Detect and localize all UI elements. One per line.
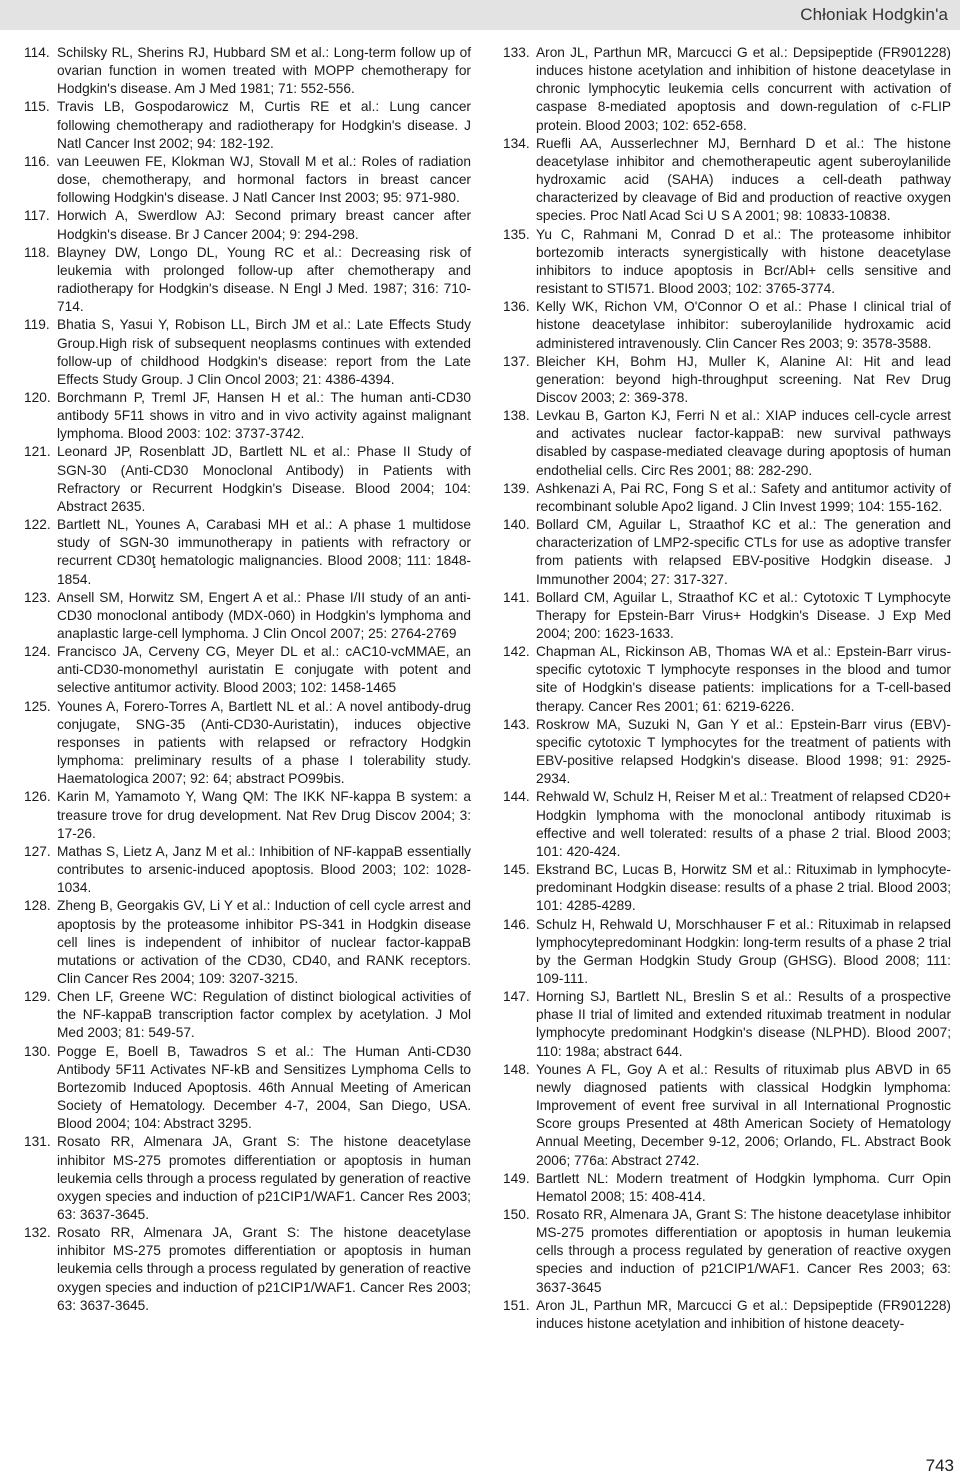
reference-item [503,643,951,716]
reference-text: Ekstrand BC, Lucas B, Horwitz SM et al.: Rituximab in lymphocyte-predominant Hodgkin disease: results of a phase 2 trial. Blood 2003; 101: 4285-4289. [536,862,951,914]
reference-item [24,1043,471,1134]
reference-number: 147. [503,989,530,1005]
reference-text: Roskrow MA, Suzuki N, Gan Y et al.: Epstein-Barr virus (EBV)-specific cytotoxic T lymphocytes for the treatment of patients with EBV-positive relapsed Hodgkin's disease. Blood 1998; 91: 2925-2934. [536,716,951,787]
reference-item [24,389,471,443]
reference-item [24,516,471,589]
reference-text: Bhatia S, Yasui Y, Robison LL, Birch JM et al.: Late Effects Study Group.High risk of subsequent neoplasms continues with extended follow-up of childhood Hodgkin's disease: report from the Late Effects Study Group. J Clin Oncol 2003; 21: 4386-4394. [57,317,471,387]
reference-text: Schulz H, Rehwald U, Morschhauser F et al.: Rituximab in relapsed lymphocytepredominant Hodgkin: long-term results of a phase 2 trial by the German Hodgkin Study Group (GHSG). Blood 2008; 111: 109-111. [536,916,951,986]
reference-item [24,44,471,98]
reference-number: 119. [24,317,50,333]
reference-text: Karin M, Yamamoto Y, Wang QM: The IKK NF-kappa B system: a treasure trove for drug development. Nat Rev Drug Discov 2004; 3: 17-26. [57,789,471,841]
reference-number: 129. [24,989,51,1005]
reference-number: 123. [24,589,51,605]
reference-number: 141. [503,589,530,605]
reference-item [503,788,951,861]
running-header [0,0,960,30]
reference-text: Schilsky RL, Sherins RJ, Hubbard SM et al.: Long-term follow up of ovarian function in women treated with MOPP chemotherapy for Hodgkin's disease. Am J Med 1981; 71: 552-556. [57,45,471,97]
reference-item [24,98,471,152]
reference-text: Francisco JA, Cerveny CG, Meyer DL et al.: cAC10-vcMMAE, an anti-CD30-monomethyl auristatin E conjugate with potent and selective antitumor activity. Blood 2003; 102: 1458-1465 [57,644,471,696]
reference-text: Horwich A, Swerdlow AJ: Second primary breast cancer after Hodgkin's disease. Br J Cancer 2004; 9: 294-298. [57,208,471,242]
reference-item [24,244,471,317]
reference-text: Kelly WK, Richon VM, O'Connor O et al.: Phase I clinical trial of histone deacetylase inhibitor: suberoylanilide hydroxamic acid administered intravenously. Clin Cancer Res 2003; 9: 3578-3588. [536,299,951,351]
reference-number: 138. [503,408,530,424]
reference-item [503,589,951,643]
reference-number: 132. [24,1225,51,1241]
reference-item [24,316,471,389]
reference-text: Ruefli AA, Ausserlechner MJ, Bernhard D et al.: The histone deacetylase inhibitor and chemotherapeutic agent suberoylanilide hydroxamic acid (SAHA) induces a cell-death pathway characterized by cleavage of Bid and production of reactive oxygen species. Proc Natl Acad Sci U S A 2001; 98: 10833-10838. [536,135,951,224]
reference-item [24,643,471,697]
reference-number: 125. [24,698,51,714]
reference-number: 151. [503,1297,530,1313]
reference-number: 115. [24,99,50,115]
reference-item [503,716,951,789]
reference-text: Chen LF, Greene WC: Regulation of distinct biological activities of the NF-kappaB transcription factor complex by acetylation. J Mol Med 2003; 81: 549-57. [57,989,471,1041]
reference-item [503,480,951,516]
reference-text: Levkau B, Garton KJ, Ferri N et al.: XIAP induces cell-cycle arrest and activates nuclear factor-kappaB: new survival pathways disabled by caspase-mediated cleavage during apoptosis of human endothelial cells. Circ Res 2001; 88: 282-290. [536,408,951,478]
reference-item [24,589,471,643]
reference-text: Bollard CM, Aguilar L, Straathof KC et al.: Cytotoxic T Lymphocyte Therapy for Epstein-Barr Virus+ Hodgkin's Disease. J Exp Med 2004; 200: 1623-1633. [536,589,951,641]
reference-number: 117. [24,208,50,224]
reference-number: 135. [503,226,530,242]
reference-number: 121. [24,444,51,460]
reference-number: 143. [503,716,530,732]
reference-number: 116. [24,153,50,169]
reference-text: Bartlett NL: Modern treatment of Hodgkin lymphoma. Curr Opin Hematol 2008; 15: 408-414. [536,1170,951,1204]
reference-number: 128. [24,898,51,914]
running-header-title: Chłoniak Hodgkin'a [800,5,948,24]
reference-number: 126. [24,789,51,805]
reference-number: 130. [24,1043,51,1059]
reference-item [503,226,951,299]
reference-item [24,153,471,207]
reference-item [24,843,471,897]
reference-number: 145. [503,862,530,878]
reference-item [503,353,951,407]
reference-item [503,407,951,480]
reference-item [503,516,951,589]
reference-text: Travis LB, Gospodarowicz M, Curtis RE et al.: Lung cancer following chemotherapy and radiotherapy for Hodgkin's disease. J Natl Cancer Inst 2002; 94: 182-192. [57,99,471,151]
reference-text: Horning SJ, Bartlett NL, Breslin S et al.: Results of a prospective phase II trial of limited and extended rituximab treatment in nodular lymphocyte predominant Hodgkin's disease (NLPHD). Blood 2007; 110: 198a; abstract 644. [536,989,951,1059]
reference-number: 124. [24,644,51,660]
reference-text: Leonard JP, Rosenblatt JD, Bartlett NL et al.: Phase II Study of SGN-30 (Anti-CD30 Monoclonal Antibody) in Patients with Refractory or Recurrent Hodgkin's Disease. Blood 2004; 104: Abstract 2635. [57,444,471,514]
reference-number: 150. [503,1207,530,1222]
reference-number: 118. [24,244,50,260]
reference-text: Rosato RR, Almenara JA, Grant S: The histone deacetylase inhibitor MS-275 promotes differentiation or apoptosis in human leukemia cells through a process regulated by generation of reactive oxygen species and induction of p21CIP1/WAF1. Cancer Res 2003; 63: 3637-3645 [536,1207,951,1295]
reference-number: 131. [24,1134,51,1150]
reference-text: Zheng B, Georgakis GV, Li Y et al.: Induction of cell cycle arrest and apoptosis by the proteasome inhibitor PS-341 in Hodgkin disease cell lines is independent of inhibitor of nuclear factor-kappaB mutations or activation of the CD30, CD40, and RANK receptors. Clin Cancer Res 2004; 109: 3207-3215. [57,898,471,986]
reference-item [503,135,951,226]
reference-number: 122. [24,517,51,533]
reference-number: 140. [503,517,530,533]
reference-item [503,44,951,135]
reference-text: Bartlett NL, Younes A, Carabasi MH et al.: A phase 1 multidose study of SGN-30 immunotherapy in patients with refractory or recurrent CD30ţ hematologic malignancies. Blood 2008; 111: 1848-1854. [57,517,471,587]
reference-text: Aron JL, Parthun MR, Marcucci G et al.: Depsipeptide (FR901228) induces histone acetylation and inhibition of histone deacetylase in chronic lymphocytic leukemia cells concurrent with activation of caspase 8-mediated apoptosis and down-regulation of c-FLIP protein. Blood 2003; 102: 652-658. [536,45,951,133]
reference-item [24,698,471,789]
reference-text: Rehwald W, Schulz H, Reiser M et al.: Treatment of relapsed CD20+ Hodgkin lymphoma with the monoclonal antibody rituximab is effective and well tolerated: results of a phase 2 trial. Blood 2003; 101: 420-424. [536,789,951,859]
reference-text: Bollard CM, Aguilar L, Straathof KC et al.: The generation and characterization of LMP2-specific CTLs for use as adoptive transfer from patients with relapsed EBV-positive Hodgkin disease. J Immunother 2004; 27: 317-327. [536,517,951,587]
reference-text: Ashkenazi A, Pai RC, Fong S et al.: Safety and antitumor activity of recombinant soluble Apo2 ligand. J Clin Invest 1999; 104: 155-162. [536,480,951,514]
reference-item [503,1170,951,1206]
reference-item [503,916,951,989]
reference-number: 139. [503,480,530,496]
reference-text: Aron JL, Parthun MR, Marcucci G et al.: Depsipeptide (FR901228) induces histone acetylation and inhibition of histone deacety- [536,1297,951,1331]
reference-item [503,298,951,352]
reference-text: Bleicher KH, Bohm HJ, Muller K, Alanine AI: Hit and lead generation: beyond high-throughput screening. Nat Rev Drug Discov 2003; 2: 369-378. [536,353,951,405]
reference-text: Blayney DW, Longo DL, Young RC et al.: Decreasing risk of leukemia with prolonged follow-up after chemotherapy and radiotherapy for Hodgkin's disease. N Engl J Med. 1987; 316: 710-714. [57,244,471,315]
reference-text: Chapman AL, Rickinson AB, Thomas WA et al.: Epstein-Barr virus-specific cytotoxic T lymphocyte responses in the blood and tumor site of Hodgkin's disease patients: implications for a T-cell-based therapy. Cancer Res 2001; 61: 6219-6226. [536,644,951,714]
reference-number: 120. [24,389,51,405]
reference-item [24,988,471,1042]
page-number: 743 [925,1456,954,1475]
reference-number: 148. [503,1061,530,1077]
reference-text: Rosato RR, Almenara JA, Grant S: The histone deacetylase inhibitor MS-275 promotes differentiation or apoptosis in human leukemia cells through a process regulated by generation of reactive oxygen species and induction of p21CIP1/WAF1. Cancer Res 2003; 63: 3637-3645. [57,1134,471,1222]
references-column-left [24,44,471,1315]
reference-text: Younes A FL, Goy A et al.: Results of rituximab plus ABVD in 65 newly diagnosed patients with classical Hodgkin lymphoma: Improvement of event free survival in all International Prognostic Score groups Presented at 48th American Society of Hematology Annual Meeting, December 9-12, 2006; Orlando, FL. Abstract Book 2006; 776a: Abstract 2742. [536,1061,951,1168]
reference-number: 149. [503,1170,530,1186]
reference-number: 137. [503,353,530,369]
reference-item [24,443,471,516]
reference-text: van Leeuwen FE, Klokman WJ, Stovall M et al.: Roles of radiation dose, chemotherapy, and hormonal factors in breast cancer following Hodgkin's disease. J Natl Cancer Inst 2003; 95: 971-980. [57,153,471,206]
reference-item [503,1061,951,1170]
reference-text: Rosato RR, Almenara JA, Grant S: The histone deacetylase inhibitor MS-275 promotes differentiation or apoptosis in human leukemia cells through a process regulated by generation of reactive oxygen species and induction of p21CIP1/WAF1. Cancer Res 2003; 63: 3637-3645. [57,1225,471,1313]
reference-number: 127. [24,843,51,859]
reference-number: 144. [503,789,530,805]
reference-text: Yu C, Rahmani M, Conrad D et al.: The proteasome inhibitor bortezomib interacts synergistically with histone deacetylase inhibitors to induce apoptosis in Bcr/Abl+ cells sensitive and resistant to STI571. Blood 2003; 102: 3765-3774. [536,226,951,297]
references-column-right [503,44,951,1333]
reference-item [503,988,951,1061]
reference-item [503,1206,951,1297]
reference-item [24,1133,471,1224]
reference-item [24,207,471,243]
reference-item [24,1224,471,1315]
reference-number: 133. [503,45,530,60]
reference-item [503,1297,951,1333]
reference-item [24,788,471,842]
reference-number: 114. [24,45,50,60]
reference-item [24,897,471,988]
reference-text: Pogge E, Boell B, Tawadros S et al.: The Human Anti-CD30 Antibody 5F11 Activates NF-kB and Sensitizes Lymphoma Cells to Bortezomib Induced Apoptosis. 46th Annual Meeting of American Society of Hematology. December 4-7, 2004, San Diego, USA. Blood 2004; 104: Abstract 3295. [57,1043,471,1132]
reference-text: Mathas S, Lietz A, Janz M et al.: Inhibition of NF-kappaB essentially contributes to arsenic-induced apoptosis. Blood 2003; 102: 1028-1034. [57,843,471,896]
reference-number: 136. [503,299,530,315]
reference-item [503,861,951,915]
reference-number: 146. [503,916,530,932]
reference-number: 142. [503,644,530,660]
reference-text: Borchmann P, Treml JF, Hansen H et al.: The human anti-CD30 antibody 5F11 shows in vitro and in vivo activity against malignant lymphoma. Blood 2003: 102: 3737-3742. [57,389,471,442]
reference-number: 134. [503,135,530,151]
reference-text: Younes A, Forero-Torres A, Bartlett NL et al.: A novel antibody-drug conjugate, SNG-35 (Anti-CD30-Auristatin), induces objective responses in patients with relapsed or refractory Hodgkin lymphoma: preliminary results of a phase I tolerability study. Haematologica 2007; 92: 64; abstract PO99bis. [57,698,471,787]
reference-text: Ansell SM, Horwitz SM, Engert A et al.: Phase I/II study of an anti-CD30 monoclonal antibody (MDX-060) in Hodgkin's lymphoma and anaplastic large-cell lymphoma. J Clin Oncol 2007; 25: 2764-2769 [57,589,471,641]
